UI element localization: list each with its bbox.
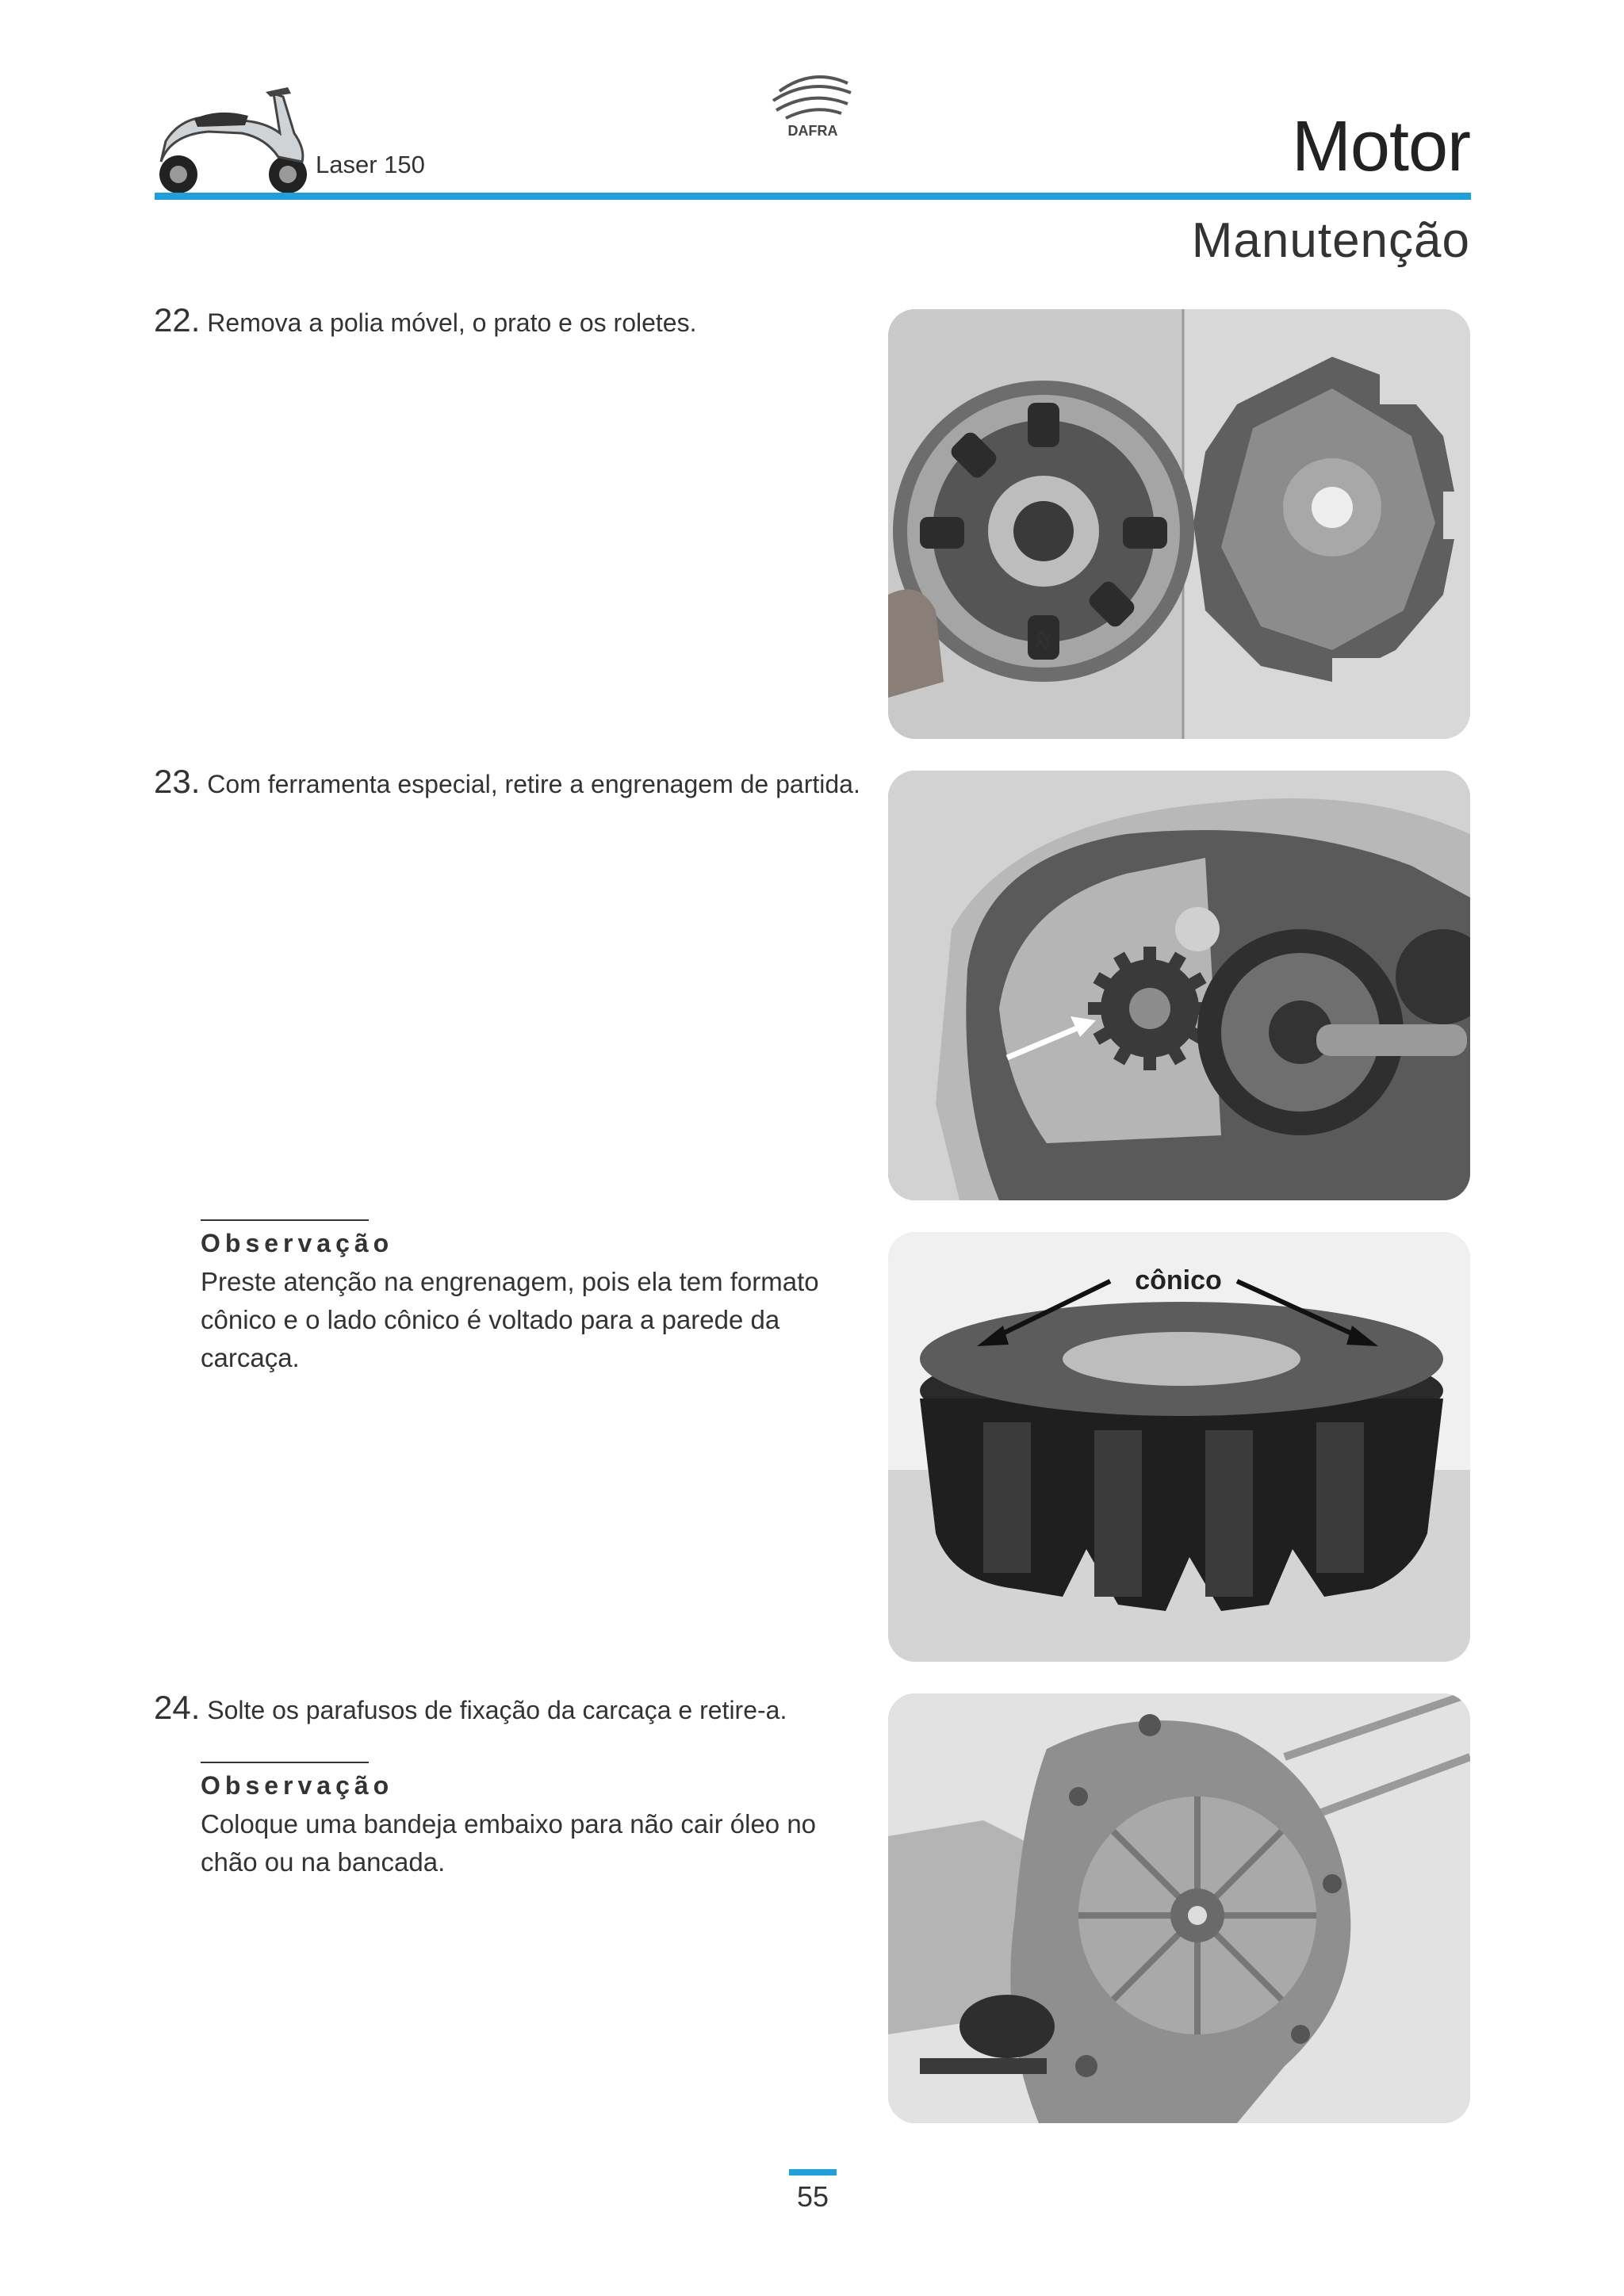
scooter-illustration xyxy=(147,86,321,197)
photo-starter-gear-in-case xyxy=(888,771,1470,1200)
note-title: Observação xyxy=(201,1229,394,1257)
note-text: Preste atenção na engrenagem, pois ela tem formato cônico e o lado cônico é voltado para a parede da carcaça. xyxy=(201,1267,819,1372)
note-rule xyxy=(201,1762,369,1763)
model-name: Laser 150 xyxy=(316,151,425,178)
observation-note-2 xyxy=(201,1762,819,1881)
page-number: 55 xyxy=(796,2180,829,2213)
note-title: Observação xyxy=(201,1771,394,1800)
photo-conical-gear xyxy=(888,1232,1470,1662)
photo-pulley-and-plate xyxy=(888,309,1470,739)
dafra-logo xyxy=(765,59,860,139)
svg-text:22: 22 xyxy=(1033,630,1054,651)
svg-text:DAFRA: DAFRA xyxy=(787,123,838,139)
note-text: Coloque uma bandeja embaixo para não cair óleo no chão ou na bancada. xyxy=(201,1809,817,1877)
step-number: 22. xyxy=(154,301,201,339)
note-rule xyxy=(201,1219,369,1221)
step-text: Com ferramenta especial, retire a engrenagem de partida. xyxy=(207,770,860,798)
step-22 xyxy=(154,301,696,339)
step-text: Solte os parafusos de fixação da carcaça e retire-a. xyxy=(207,1696,787,1724)
step-number: 24. xyxy=(154,1689,201,1726)
step-23 xyxy=(154,763,860,801)
step-text: Remova a polia móvel, o prato e os roletes. xyxy=(207,308,697,337)
header-divider xyxy=(155,193,1471,200)
observation-note-1 xyxy=(201,1219,819,1377)
section-title: Motor xyxy=(1291,107,1470,186)
step-24 xyxy=(154,1689,787,1727)
photo-case-cover xyxy=(888,1693,1470,2123)
section-subtitle: Manutenção xyxy=(1191,213,1470,268)
conico-label: cônico xyxy=(1135,1265,1222,1295)
footer-accent-bar xyxy=(789,2169,837,2175)
step-number: 23. xyxy=(154,763,201,800)
